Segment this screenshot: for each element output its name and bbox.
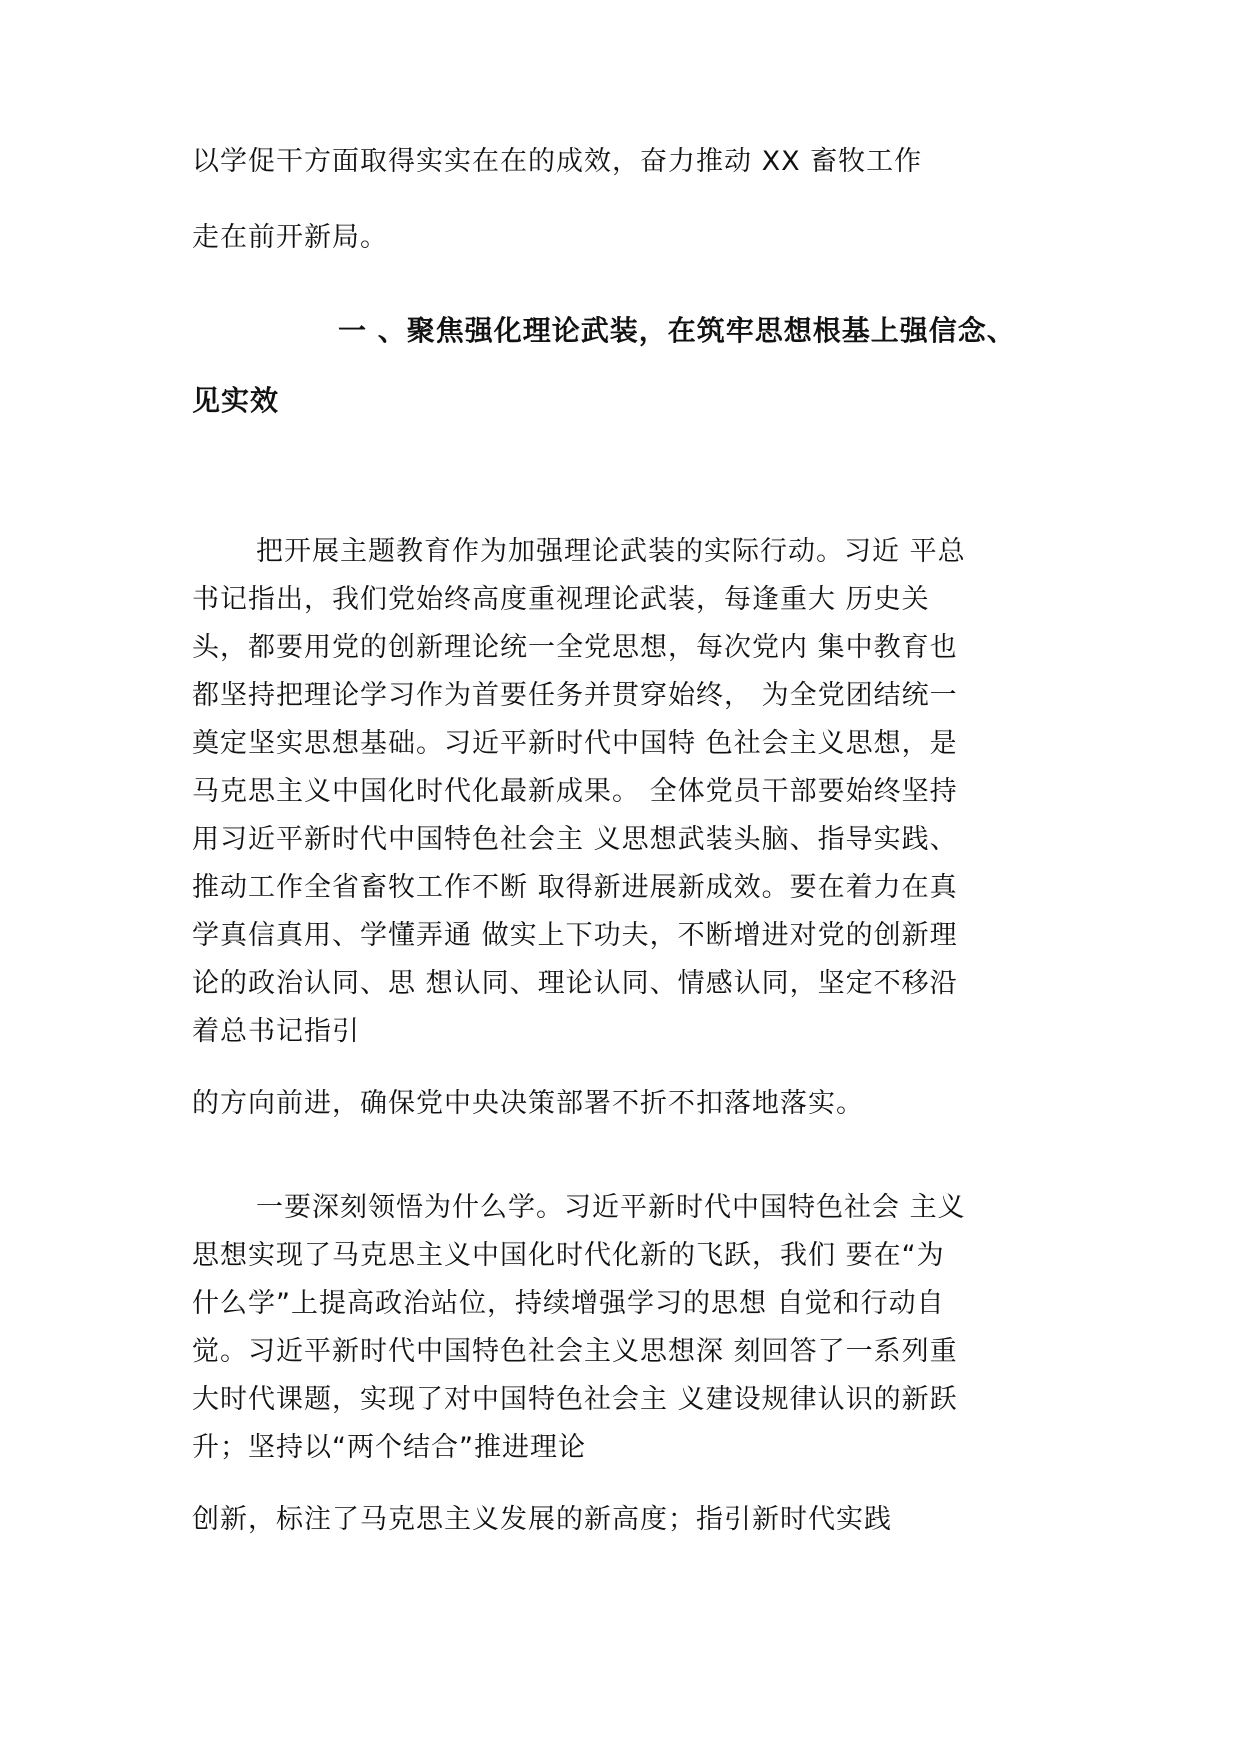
paragraph1-line-4: 都坚持把理论学习作为首要任务并贯穿始终， 为全党团结统一	[192, 680, 958, 711]
paragraph1-line-8: 推动工作全省畜牧工作不断 取得新进展新成效。要在着力在真	[192, 872, 958, 903]
paragraph2-line-1: 一要深刻领悟为什么学。习近平新时代中国特色社会 主义	[256, 1192, 966, 1223]
intro-line-1: 以学促干方面取得实实在在的成效，奋力推动 XX 畜牧工作	[192, 146, 923, 177]
paragraph2-line-4: 觉。习近平新时代中国特色社会主义思想深 刻回答了一系列重	[192, 1336, 958, 1367]
section-heading-line-1: 一 、聚焦强化理论武装，在筑牢思想根基上强信念、	[338, 314, 1016, 347]
paragraph2-line-5: 大时代课题，实现了对中国特色社会主 义建设规律认识的新跃	[192, 1384, 958, 1415]
paragraph1-line-9: 学真信真用、学懂弄通 做实上下功夫，不断增进对党的创新理	[192, 920, 958, 951]
paragraph1-tail-line: 的方向前进，确保党中央决策部署不折不扣落地落实。	[192, 1088, 864, 1119]
paragraph1-line-3: 头，都要用党的创新理论统一全党思想，每次党内 集中教育也	[192, 632, 958, 663]
paragraph2-line-6: 升；坚持以“两个结合”推进理论	[192, 1432, 586, 1463]
paragraph1-line-7: 用习近平新时代中国特色社会主 义思想武装头脑、指导实践、	[192, 824, 958, 855]
paragraph1-line-6: 马克思主义中国化时代化最新成果。 全体党员干部要始终坚持	[192, 776, 958, 807]
paragraph1-line-2: 书记指出，我们党始终高度重视理论武装，每逢重大 历史关	[192, 584, 930, 615]
paragraph1-line-5: 奠定坚实思想基础。习近平新时代中国特 色社会主义思想，是	[192, 728, 958, 759]
intro-line-2: 走在前开新局。	[192, 222, 388, 253]
paragraph1-line-1: 把开展主题教育作为加强理论武装的实际行动。习近 平总	[256, 536, 966, 567]
paragraph2-line-3: 什么学”上提高政治站位，持续增强学习的思想 自觉和行动自	[192, 1288, 945, 1319]
paragraph1-line-10: 论的政治认同、思 想认同、理论认同、情感认同，坚定不移沿	[192, 968, 958, 999]
paragraph2-line-2: 思想实现了马克思主义中国化时代化新的飞跃，我们 要在“为	[192, 1240, 945, 1271]
section-heading-line-2: 见实效	[192, 384, 280, 417]
paragraph1-line-11: 着总书记指引	[192, 1016, 360, 1047]
paragraph2-tail-line: 创新，标注了马克思主义发展的新高度；指引新时代实践	[192, 1504, 892, 1535]
